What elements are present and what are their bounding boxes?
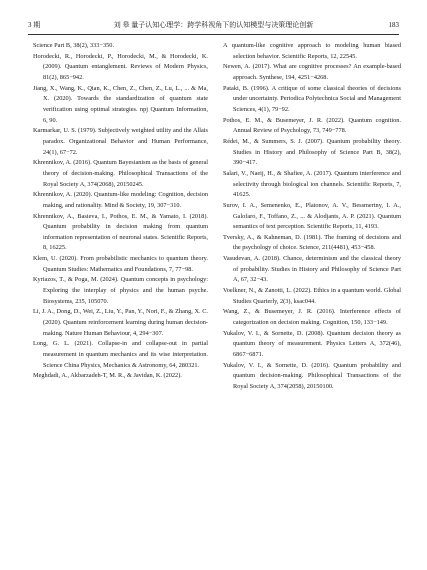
- page-number: 183: [388, 21, 399, 29]
- reference-entry: Li, J. A., Dong, D., Wei, Z., Liu, Y., Pan, Y., Nori, F., & Zhang, X. C. (2020). Quantum reinforcement learning during human decision-making. Nature Human Behaviour, 4, 294−307.: [33, 308, 208, 337]
- reference-entry: Klem, U. (2020). From probabilistic mechanics to quantum theory. Quantum Studies: Mathematics and Foundations, 7, 77−98.: [33, 255, 208, 273]
- reference-entry: Long, G. L. (2021). Collapse-in and collapse-out in partial measurement in quantum mechanics and its wise interpretation. Science China Physics, Mechanics & Astronomy, 64, 280321.: [33, 340, 208, 369]
- reference-entry-continued: A quantum-like cognitive approach to modeling human biased selection behavior. Scientific Reports, 12, 22545.: [223, 42, 401, 60]
- reference-entry: Jiang, X., Wang, K., Qian, K., Chen, Z., Chen, Z., Lu, L., ... & Ma, X. (2020). Towards the standardization of quantum state verification using optimal strategies. npj Quantum Information, 6, 90.: [33, 84, 208, 124]
- reference-entry: Horodecki, R., Horodecki, P., Horodecki, M., & Horodecki, K. (2009). Quantum entanglement. Reviews of Modern Physics, 81(2), 865−942.: [33, 52, 208, 81]
- reference-entry: Meghdadi, A., Akbarzadeh-T, M. R., & Javidan, K. (2022).: [33, 372, 182, 380]
- reference-entry: Khrennikov, A., Basieva, I., Pothos, E. M., & Yamato, I. (2018). Quantum probability in decision making from quantum information representation of neuronal states. Scientific Reports, 8, 16225.: [33, 212, 208, 252]
- reference-entry: Rédei, M., & Summers, S. J. (2007). Quantum probability theory. Studies in History and Philosophy of Science Part B, 38(2), 390−417.: [223, 137, 401, 167]
- reference-entry: Pothos, E. M., & Busemeyer, J. R. (2022). Quantum cognition. Annual Review of Psychology, 73, 749−778.: [223, 116, 401, 135]
- reference-entry: Yukalov, V. I., & Sornette, D. (2016). Quantum probability and quantum decision-making. Philosophical Transactions of the Royal Society A, 374(2058), 20150100.: [223, 361, 401, 390]
- reference-column-left: [33, 41, 208, 382]
- reference-entry: Khrennikov, A. (2020). Quantum-like modeling: Cognition, decision making, and rationality. Mind & Society, 19, 307−310.: [33, 191, 208, 209]
- reference-entry: Surov, I. A., Semenenko, E., Platonov, A. V., Bessmertny, I. A., Galofaro, F., Toffano, Z., ... & Alodjants, A. P. (2021). Quantum semantics of text perception. Scientific Reports, 11, 4193.: [223, 201, 401, 231]
- reference-entry: Vasudevan, A. (2018). Chance, determinism and the classical theory of probability. Studies in History and Philosophy of Science Part A, 67, 32−43.: [223, 255, 401, 284]
- reference-entry: Karmarkar, U. S. (1979). Subjectively weighted utility and the Allais paradox. Organizational Behavior and Human Performance, 24(1), 67−72.: [33, 127, 208, 156]
- header-rule: [28, 34, 399, 35]
- running-title: 刘 皋 量子认知心理学：跨学科视角下的认知模型与决策理论创新: [113, 21, 314, 29]
- reference-entry: Yukalov, V. I., & Sornette, D. (2008). Quantum decision theory as quantum theory of measurement. Physics Letters A, 372(46), 6867−6871.: [223, 329, 401, 359]
- reference-entry: Kyriazos, T., & Poga, M. (2024). Quantum concepts in psychology: Exploring the interplay of physics and the human psyche. Biosystems, 235, 105070.: [33, 276, 208, 305]
- reference-entry: Khrennikov, A. (2016). Quantum Bayesianism as the basis of general theory of decision-making. Philosophical Transactions of the Royal Society A, 374(2068), 20150245.: [33, 159, 208, 188]
- reference-entry: Newen, A. (2017). What are cognitive processes? An example-based approach. Synthese, 194, 4251−4268.: [223, 63, 401, 81]
- reference-column-right: [223, 41, 401, 393]
- reference-entry: Science Part B, 38(2), 333−350.: [33, 42, 115, 49]
- reference-entry: Pataki, B. (1996). A critique of some classical theories of decisions under uncertainty. Periodica Polytechnica Social and Management Sciences, 4(1), 79−92.: [223, 84, 401, 113]
- reference-entry: Wang, Z., & Busemeyer, J. R. (2016). Interference effects of categorization on decision making. Cognition, 150, 133−149.: [223, 308, 401, 327]
- issue-number: 3 期: [28, 21, 41, 29]
- running-header: [28, 18, 399, 32]
- reference-entry: Tversky, A., & Kahneman, D. (1981). The framing of decisions and the psychology of choice. Science, 211(4481), 453−458.: [223, 233, 401, 252]
- reference-entry: Salari, V., Naeij, H., & Shafiee, A. (2017). Quantum interference and selectivity through biological ion channels. Scientific Reports, 7, 41625.: [223, 169, 401, 199]
- reference-entry: Voelkner, N., & Zanotti, L. (2022). Ethics in a quantum world. Global Studies Quarterly, 2(3), ksac044.: [223, 287, 401, 305]
